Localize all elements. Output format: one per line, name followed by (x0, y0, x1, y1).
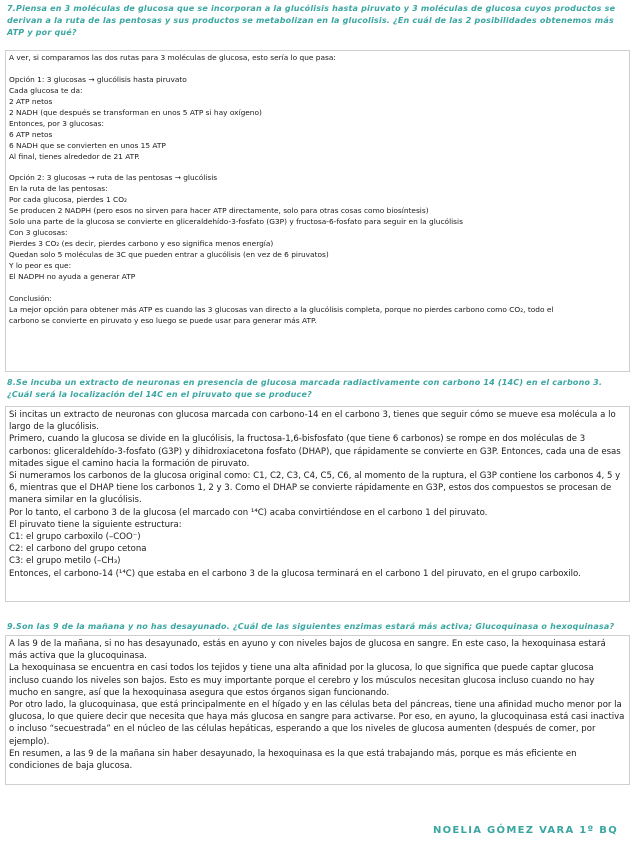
answer-line: Conclusión: (9, 293, 52, 303)
answer-line: Por lo tanto, el carbono 3 de la glucosa (el marcado con ¹⁴C) acaba convirtiéndose en el carbono 1 del piruvato. (9, 507, 488, 518)
answer-line: Con 3 glucosas: (9, 228, 68, 238)
answer-line: A ver, si comparamos las dos rutas para 3 moléculas de glucosa, esto sería lo que pasa: (9, 53, 336, 62)
answer-line: Por otro lado, la glucoquinasa, que está principalmente en el hígado y en las células beta del páncreas, tiene una afinidad mucho menor por la glucosa, lo que quiere decir que necesita que haya más glucosa en sangre para activarse. Por eso, en ayuno, la glucoquinasa está casi inactiva o incluso “secuestrada” en el núcleo de las células hepáticas, esperando a que los niveles de glucosa aumenten (después de comer, por ejemplo). (9, 700, 625, 747)
answer-line: El piruvato tiene la siguiente estructura: (9, 519, 182, 530)
answer-line: Y lo peor es que: (9, 261, 72, 271)
answer-line: Entonces, por 3 glucosas: (9, 118, 105, 128)
answer-line: Primero, cuando la glucosa se divide en la glucólisis, la fructosa-1,6-bisfosfato (que tiene 6 carbonos) se rompe en dos moléculas de 3 carbonos: gliceraldehído-3-fosfato (G3P) y dihidroxiacetona fosfato (DHAP), que rápidamente se convierte en G3P. Entonces, cada una de esas mitades sigue el camino hacia la formación de piruvato. (9, 434, 621, 469)
answer-9-box (5, 635, 630, 785)
answer-line: Al final, tienes alrededor de 21 ATP. (9, 151, 140, 161)
answer-line: C3: el grupo metilo (–CH₃) (9, 556, 121, 567)
answer-8-box (5, 406, 630, 602)
question-9-heading: 9.Son las 9 de la mañana y no has desayunado. ¿Cuál de las siguientes enzimas estará más activa; Glucoquinasa o hexoquinasa? (7, 622, 615, 631)
answer-line: C1: el grupo carboxilo (–COO⁻) (9, 532, 141, 543)
answer-line: Quedan solo 5 moléculas de 3C que pueden entrar a glucólisis (en vez de 6 piruvatos) (9, 250, 329, 260)
author-footer: NOELIA GÓMEZ VARA 1º BQ (432, 825, 618, 836)
answer-line: Entonces, el carbono-14 (¹⁴C) que estaba en el carbono 3 de la glucosa terminará en el carbono 1 del piruvato, en el grupo carboxilo. (9, 568, 581, 579)
answer-line: Si incitas un extracto de neuronas con glucosa marcada con carbono-14 en el carbono 3, tienes que seguir cómo se mueve esa molécula a lo largo de la glucólisis. (9, 410, 616, 433)
answer-line (9, 283, 626, 294)
answer-line: Solo una parte de la glucosa se convierte en gliceraldehído-3-fosfato (G3P) y fructosa-6-fosfato para seguir en la glucólisis (9, 217, 463, 227)
question-7-heading: 7.Piensa en 3 moléculas de glucosa que se incorporan a la glucólisis hasta piruvato y 3 moléculas de glucosa cuyos productos se derivan a la ruta de las pentosas y sus productos se metabolizan en la glucolisis. ¿En cuál de las 2 posibilidades obtenemos más ATP y por qué? (7, 4, 616, 37)
answer-line: Se producen 2 NADPH (pero esos no sirven para hacer ATP directamente, solo para otras cosas como biosíntesis) (9, 206, 429, 216)
answer-line: A las 9 de la mañana, si no has desayunado, estás en ayuno y con niveles bajos de glucosa en sangre. En este caso, la hexoquinasa estará más activa que la glucoquinasa. (9, 639, 606, 662)
answer-line: 6 NADH que se convierten en unos 15 ATP (9, 140, 166, 150)
answer-line: En la ruta de las pentosas: (9, 184, 108, 194)
answer-line: Cada glucosa te da: (9, 85, 83, 95)
question-8-heading: 8.Se incuba un extracto de neuronas en presencia de glucosa marcada radiactivamente con carbono 14 (14C) en el carbono 3. ¿Cuál será la localización del 14C en el piruvato que se produce? (7, 378, 603, 399)
answer-line: Opción 2: 3 glucosas → ruta de las pentosas → glucólisis (9, 173, 218, 183)
answer-line: La hexoquinasa se encuentra en casi todos los tejidos y tiene una alta afinidad por la glucosa, lo que significa que puede captar glucosa incluso cuando los niveles son bajos. Esto es muy importante porque el cerebro y los músculos necesitan glucosa incluso cuando no hay mucho en sangre, así que la hexoquinasa asegura que estos órganos sigan funcionando. (9, 663, 595, 698)
answer-line: El NADPH no ayuda a generar ATP (9, 272, 136, 282)
answer-line: Pierdes 3 CO₂ (es decir, pierdes carbono y eso significa menos energía) (9, 239, 274, 249)
answer-line: Si numeramos los carbonos de la glucosa original como: C1, C2, C3, C4, C5, C6, al momento de la ruptura, el G3P contiene los carbonos 4, 5 y 6, mientras que el DHAP tiene los carbonos 1, 2 y 3. Como el DHAP se convierte rápidamente en G3P, estos dos compuestos se procesan de manera similar en la glucólisis. (9, 471, 621, 506)
answer-line: 2 ATP netos (9, 96, 53, 106)
answer-line: Por cada glucosa, pierdes 1 CO₂ (9, 195, 127, 205)
answer-line (9, 64, 626, 75)
answer-line: En resumen, a las 9 de la mañana sin haber desayunado, la hexoquinasa es la que está trabajando más, porque es más eficiente en condiciones de baja glucosa. (9, 748, 577, 772)
answer-line: carbono se convierte en piruvato y eso luego se puede usar para generar más ATP. (9, 315, 317, 325)
answer-line: La mejor opción para obtener más ATP es cuando las 3 glucosas van directo a la glucólisis completa, porque no pierdes carbono como CO₂, todo el (9, 304, 554, 314)
answer-line: 6 ATP netos (9, 129, 53, 139)
answer-line: C2: el carbono del grupo cetona (9, 544, 147, 555)
answer-line: Opción 1: 3 glucosas → glucólisis hasta piruvato (9, 74, 187, 84)
answer-line (9, 163, 626, 174)
answer-line: 2 NADH (que después se transforman en unos 5 ATP si hay oxígeno) (9, 107, 262, 117)
answer-7-box (5, 50, 630, 372)
